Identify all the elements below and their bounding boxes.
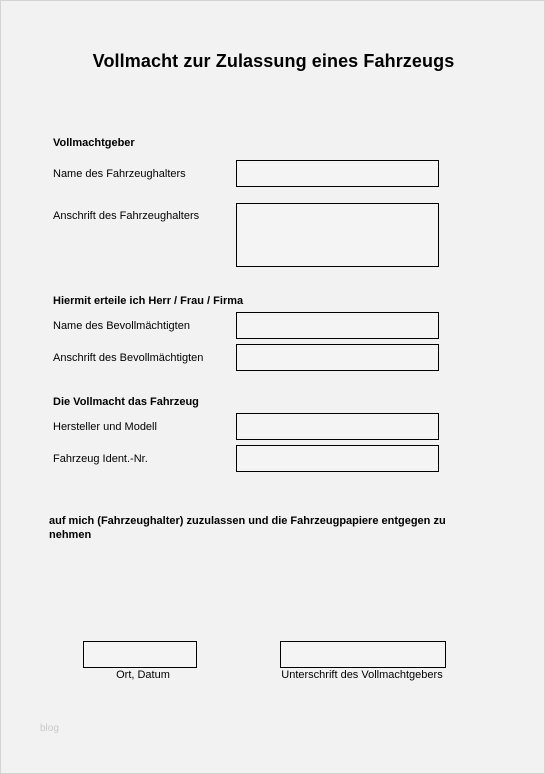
grantor-name-field[interactable] (236, 160, 439, 187)
section-heading-grantor: Vollmachtgeber (53, 137, 135, 149)
grantor-name-label: Name des Fahrzeughalters (53, 168, 186, 180)
place-date-label: Ort, Datum (116, 669, 170, 681)
attorney-name-label: Name des Bevollmächtigten (53, 320, 190, 332)
section-heading-attorney: Hiermit erteile ich Herr / Frau / Firma (53, 295, 244, 307)
grantor-address-field[interactable] (236, 203, 439, 267)
grantor-address-label: Anschrift des Fahrzeughalters (53, 210, 200, 222)
place-date-field[interactable] (83, 641, 197, 668)
vehicle-vin-field[interactable] (236, 445, 439, 472)
vehicle-vin-label: Fahrzeug Ident.-Nr. (53, 453, 148, 465)
section-heading-vehicle: Die Vollmacht das Fahrzeug (53, 396, 199, 408)
attorney-address-label: Anschrift des Bevollmächtigten (53, 352, 204, 364)
attorney-name-field[interactable] (236, 312, 439, 339)
signature-field[interactable] (280, 641, 446, 668)
vehicle-model-label: Hersteller und Modell (53, 421, 157, 433)
vehicle-model-field[interactable] (236, 413, 439, 440)
attorney-address-field[interactable] (236, 344, 439, 371)
authorization-statement: auf mich (Fahrzeughalter) zuzulassen und die Fahrzeugpapiere entgegen zu nehmen (49, 515, 446, 541)
signature-label: Unterschrift des Vollmachtgebers (281, 669, 443, 681)
watermark: blog (40, 723, 59, 734)
document-title: Vollmacht zur Zulassung eines Fahrzeugs (92, 51, 455, 71)
